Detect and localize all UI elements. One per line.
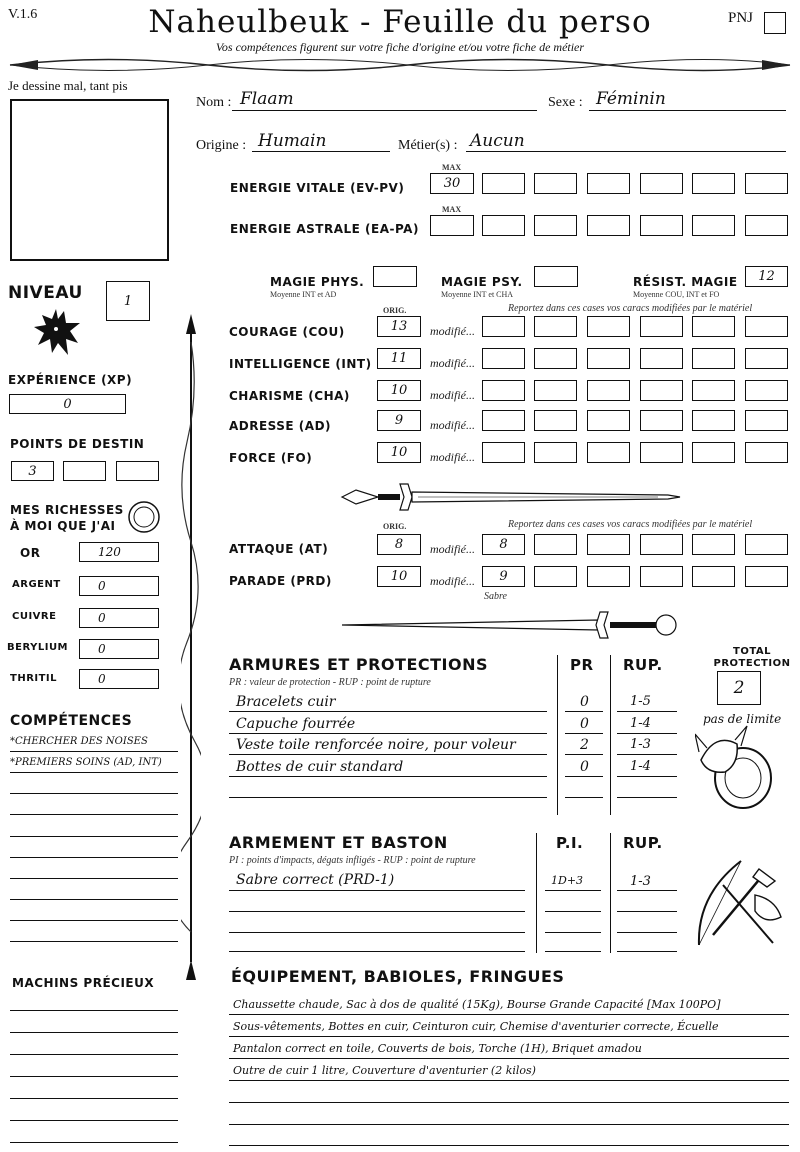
combat-note: Reportez dans ces cases vos caracs modifiées par le matériel: [508, 519, 753, 530]
cuivre-label: CUIVRE: [12, 611, 57, 622]
ev-box[interactable]: [587, 173, 630, 194]
armement-col-pi: P.I.: [556, 834, 584, 852]
equipement-line[interactable]: Outre de cuir 1 litre, Couverture d'aventurier (2 kilos): [233, 1064, 536, 1077]
destin-box-2[interactable]: [63, 461, 106, 481]
cha-mod-box[interactable]: [482, 380, 525, 401]
armure-name[interactable]: Capuche fourrée: [236, 716, 356, 732]
armement-title: ARMEMENT ET BASTON: [229, 833, 448, 852]
prd-mod-box[interactable]: [587, 566, 630, 587]
at-mod-box[interactable]: [745, 534, 788, 555]
int-mod-box[interactable]: [692, 348, 735, 369]
equipement-line[interactable]: Chaussette chaude, Sac à dos de qualité (15Kg), Bourse Grande Capacité [Max 100PO]: [233, 998, 721, 1011]
armures-col-rup: RUP.: [623, 656, 663, 674]
sexe-field[interactable]: Féminin: [596, 89, 666, 109]
metier-label: Métier(s) :: [398, 138, 458, 153]
total-protection-label: TOTAL PROTECTION: [713, 646, 791, 669]
fo-mod-box[interactable]: [534, 442, 577, 463]
ad-mod-box[interactable]: [745, 410, 788, 431]
portrait-caption: Je dessine mal, tant pis: [8, 78, 128, 93]
prd-mod-box[interactable]: 9: [482, 566, 525, 587]
prd-mod-caption: Sabre: [484, 591, 507, 602]
magie-phys-note: Moyenne INT et AD: [270, 290, 337, 299]
armure-pr[interactable]: 0: [580, 694, 589, 710]
ea-box[interactable]: [640, 215, 683, 236]
competence-item[interactable]: *CHERCHER DES NOISES: [10, 736, 148, 747]
page-subtitle: Vos compétences figurent sur votre fiche d'origine et/ou votre fiche de métier: [215, 40, 585, 54]
cha-mod-box[interactable]: [587, 380, 630, 401]
coin-icon: [127, 500, 161, 534]
modifie-label: modifié...: [430, 324, 475, 338]
int-mod-box[interactable]: [482, 348, 525, 369]
ea-box[interactable]: [534, 215, 577, 236]
total-protection-box[interactable]: 2: [717, 671, 761, 705]
ea-box[interactable]: [482, 215, 525, 236]
niveau-label: NIVEAU: [8, 283, 83, 303]
cha-label: CHARISME (CHA): [229, 389, 350, 403]
sexe-label: Sexe :: [548, 95, 583, 110]
spear-icon: [181, 312, 201, 982]
total-protection-caption: pas de limite: [703, 712, 782, 726]
at-mod-box[interactable]: [534, 534, 577, 555]
weapons-icon: [693, 855, 788, 955]
page-title: Naheulbeuk - Feuille du perso: [148, 4, 652, 40]
armure-name[interactable]: Bottes de cuir standard: [236, 759, 404, 775]
equipement-line[interactable]: Pantalon correct en toile, Couverts de bois, Torche (1H), Briquet amadou: [233, 1042, 642, 1055]
resist-magie-note: Moyenne COU, INT et FO: [633, 290, 720, 299]
cou-mod-box[interactable]: [587, 316, 630, 337]
niveau-box[interactable]: 1: [106, 281, 150, 321]
at-label: ATTAQUE (AT): [229, 542, 329, 556]
fo-mod-box[interactable]: [692, 442, 735, 463]
ev-label: ENERGIE VITALE (EV-PV): [230, 181, 405, 195]
pnj-label: PNJ: [728, 10, 754, 26]
armure-rup[interactable]: 1-3: [630, 737, 651, 752]
ad-mod-box[interactable]: [534, 410, 577, 431]
arme-name[interactable]: Sabre correct (PRD-1): [236, 872, 395, 888]
cha-mod-box[interactable]: [745, 380, 788, 401]
ea-box[interactable]: [745, 215, 788, 236]
prd-mod-box[interactable]: [745, 566, 788, 587]
ea-label: ENERGIE ASTRALE (EA-PA): [230, 222, 419, 236]
origine-label: Origine :: [196, 138, 247, 153]
origine-field[interactable]: Humain: [258, 131, 327, 151]
prd-mod-box[interactable]: [692, 566, 735, 587]
cuivre-box[interactable]: 0: [79, 608, 159, 628]
thritil-label: THRITIL: [10, 673, 58, 684]
cou-mod-box[interactable]: [692, 316, 735, 337]
cou-mod-box[interactable]: [534, 316, 577, 337]
ev-box[interactable]: [482, 173, 525, 194]
int-mod-box[interactable]: [534, 348, 577, 369]
ad-box[interactable]: 9: [377, 410, 421, 431]
at-mod-box[interactable]: 8: [482, 534, 525, 555]
prd-label: PARADE (PRD): [229, 574, 332, 588]
ad-mod-box[interactable]: [587, 410, 630, 431]
argent-label: ARGENT: [12, 579, 61, 590]
ea-max-label: MAX: [442, 205, 462, 214]
destin-box-1[interactable]: 3: [11, 461, 54, 481]
fo-label: FORCE (FO): [229, 451, 313, 465]
ev-box[interactable]: [534, 173, 577, 194]
ad-label: ADRESSE (AD): [229, 419, 332, 433]
metier-field[interactable]: Aucun: [470, 131, 525, 151]
magie-psy-label: MAGIE PSY.: [441, 275, 523, 289]
cha-mod-box[interactable]: [692, 380, 735, 401]
armures-note: PR : valeur de protection - RUP : point de rupture: [229, 677, 431, 688]
portrait-box[interactable]: [10, 99, 169, 261]
nom-label: Nom :: [196, 95, 232, 110]
ev-box[interactable]: [640, 173, 683, 194]
armure-rup[interactable]: 1-4: [630, 716, 651, 731]
pnj-checkbox[interactable]: [764, 12, 786, 34]
fo-mod-box[interactable]: [482, 442, 525, 463]
int-box[interactable]: 11: [377, 348, 421, 369]
nom-field[interactable]: Flaam: [240, 89, 294, 109]
cou-mod-box[interactable]: [745, 316, 788, 337]
armure-name[interactable]: Bracelets cuir: [236, 694, 336, 710]
modifie-label: modifié...: [430, 450, 475, 464]
resist-magie-label: RÉSIST. MAGIE: [633, 275, 738, 289]
prd-orig-box[interactable]: 10: [377, 566, 421, 587]
armure-pr[interactable]: 0: [580, 759, 589, 775]
fo-mod-box[interactable]: [587, 442, 630, 463]
machins-label: MACHINS PRÉCIEUX: [12, 976, 155, 990]
magie-phys-label: MAGIE PHYS.: [270, 275, 365, 289]
fo-mod-box[interactable]: [640, 442, 683, 463]
berylium-label: BERYLIUM: [7, 642, 69, 653]
argent-box[interactable]: 0: [79, 576, 159, 596]
helmet-shield-icon: [695, 724, 775, 814]
cou-box[interactable]: 13: [377, 316, 421, 337]
experience-box[interactable]: 0: [9, 394, 126, 414]
title-ornament: [8, 54, 792, 76]
richesses-label-2: À MOI QUE J'AI: [10, 519, 116, 533]
arme-pi[interactable]: 1D+3: [551, 874, 584, 887]
at-mod-box[interactable]: [587, 534, 630, 555]
armure-name[interactable]: Veste toile renforcée noire, pour voleur: [236, 737, 516, 753]
modifie-label: modifié...: [430, 388, 475, 402]
modifie-label: modifié...: [430, 356, 475, 370]
cou-mod-box[interactable]: [640, 316, 683, 337]
fo-box[interactable]: 10: [377, 442, 421, 463]
armure-rup[interactable]: 1-5: [630, 694, 651, 709]
orig-label: ORIG.: [383, 306, 407, 315]
thritil-box[interactable]: 0: [79, 669, 159, 689]
or-label: OR: [20, 546, 41, 560]
experience-label: EXPÉRIENCE (XP): [8, 373, 133, 387]
cou-label: COURAGE (COU): [229, 325, 345, 339]
destin-box-3[interactable]: [116, 461, 159, 481]
cha-mod-box[interactable]: [640, 380, 683, 401]
armure-pr[interactable]: 0: [580, 716, 589, 732]
int-mod-box[interactable]: [745, 348, 788, 369]
int-mod-box[interactable]: [587, 348, 630, 369]
ev-box[interactable]: [745, 173, 788, 194]
magie-psy-box[interactable]: [534, 266, 578, 287]
int-label: INTELLIGENCE (INT): [229, 357, 372, 371]
prd-mod-box[interactable]: [640, 566, 683, 587]
cha-box[interactable]: 10: [377, 380, 421, 401]
equipement-title: ÉQUIPEMENT, BABIOLES, FRINGUES: [231, 967, 565, 986]
arme-rup[interactable]: 1-3: [630, 874, 651, 889]
armures-col-pr: PR: [570, 656, 594, 674]
modifie-label: modifié...: [430, 542, 475, 556]
ev-max-label: MAX: [442, 163, 462, 172]
destin-label: POINTS DE DESTIN: [10, 437, 145, 451]
armement-note: PI : points d'impacts, dégats infligés - RUP : point de rupture: [229, 855, 476, 866]
caracs-note: Reportez dans ces cases vos caracs modifiées par le matériel: [508, 303, 753, 314]
equipement-line[interactable]: Sous-vêtements, Bottes en cuir, Ceinturon cuir, Chemise d'aventurier correcte, Écuelle: [233, 1020, 719, 1033]
at-orig-box[interactable]: 8: [377, 534, 421, 555]
modifie-label: modifié...: [430, 418, 475, 432]
cou-mod-box[interactable]: [482, 316, 525, 337]
sword-icon: [338, 608, 683, 642]
sword-icon: [338, 480, 683, 514]
magie-psy-note: Moyenne INT et CHA: [441, 290, 514, 299]
magie-phys-box[interactable]: [373, 266, 417, 287]
ad-mod-box[interactable]: [692, 410, 735, 431]
fo-mod-box[interactable]: [745, 442, 788, 463]
ea-max-box[interactable]: [430, 215, 474, 236]
at-mod-box[interactable]: [640, 534, 683, 555]
ad-mod-box[interactable]: [640, 410, 683, 431]
modifie-label: modifié...: [430, 574, 475, 588]
ea-box[interactable]: [692, 215, 735, 236]
armures-title: ARMURES ET PROTECTIONS: [229, 655, 488, 674]
ea-box[interactable]: [587, 215, 630, 236]
or-box[interactable]: 120: [79, 542, 159, 562]
richesses-label-1: MES RICHESSES: [10, 503, 124, 517]
berylium-box[interactable]: 0: [79, 639, 159, 659]
armement-col-rup: RUP.: [623, 834, 663, 852]
ad-mod-box[interactable]: [482, 410, 525, 431]
at-mod-box[interactable]: [692, 534, 735, 555]
competences-label: COMPÉTENCES: [10, 713, 133, 729]
int-mod-box[interactable]: [640, 348, 683, 369]
armure-rup[interactable]: 1-4: [630, 759, 651, 774]
competence-item[interactable]: *PREMIERS SOINS (AD, INT): [10, 757, 162, 768]
armure-pr[interactable]: 2: [580, 737, 589, 753]
ev-box[interactable]: [692, 173, 735, 194]
dragon-icon: [30, 305, 82, 365]
version-label: V.1.6: [8, 7, 38, 22]
prd-mod-box[interactable]: [534, 566, 577, 587]
resist-magie-box[interactable]: 12: [745, 266, 788, 287]
ev-max-box[interactable]: 30: [430, 173, 474, 194]
cha-mod-box[interactable]: [534, 380, 577, 401]
combat-orig-label: ORIG.: [383, 522, 407, 531]
